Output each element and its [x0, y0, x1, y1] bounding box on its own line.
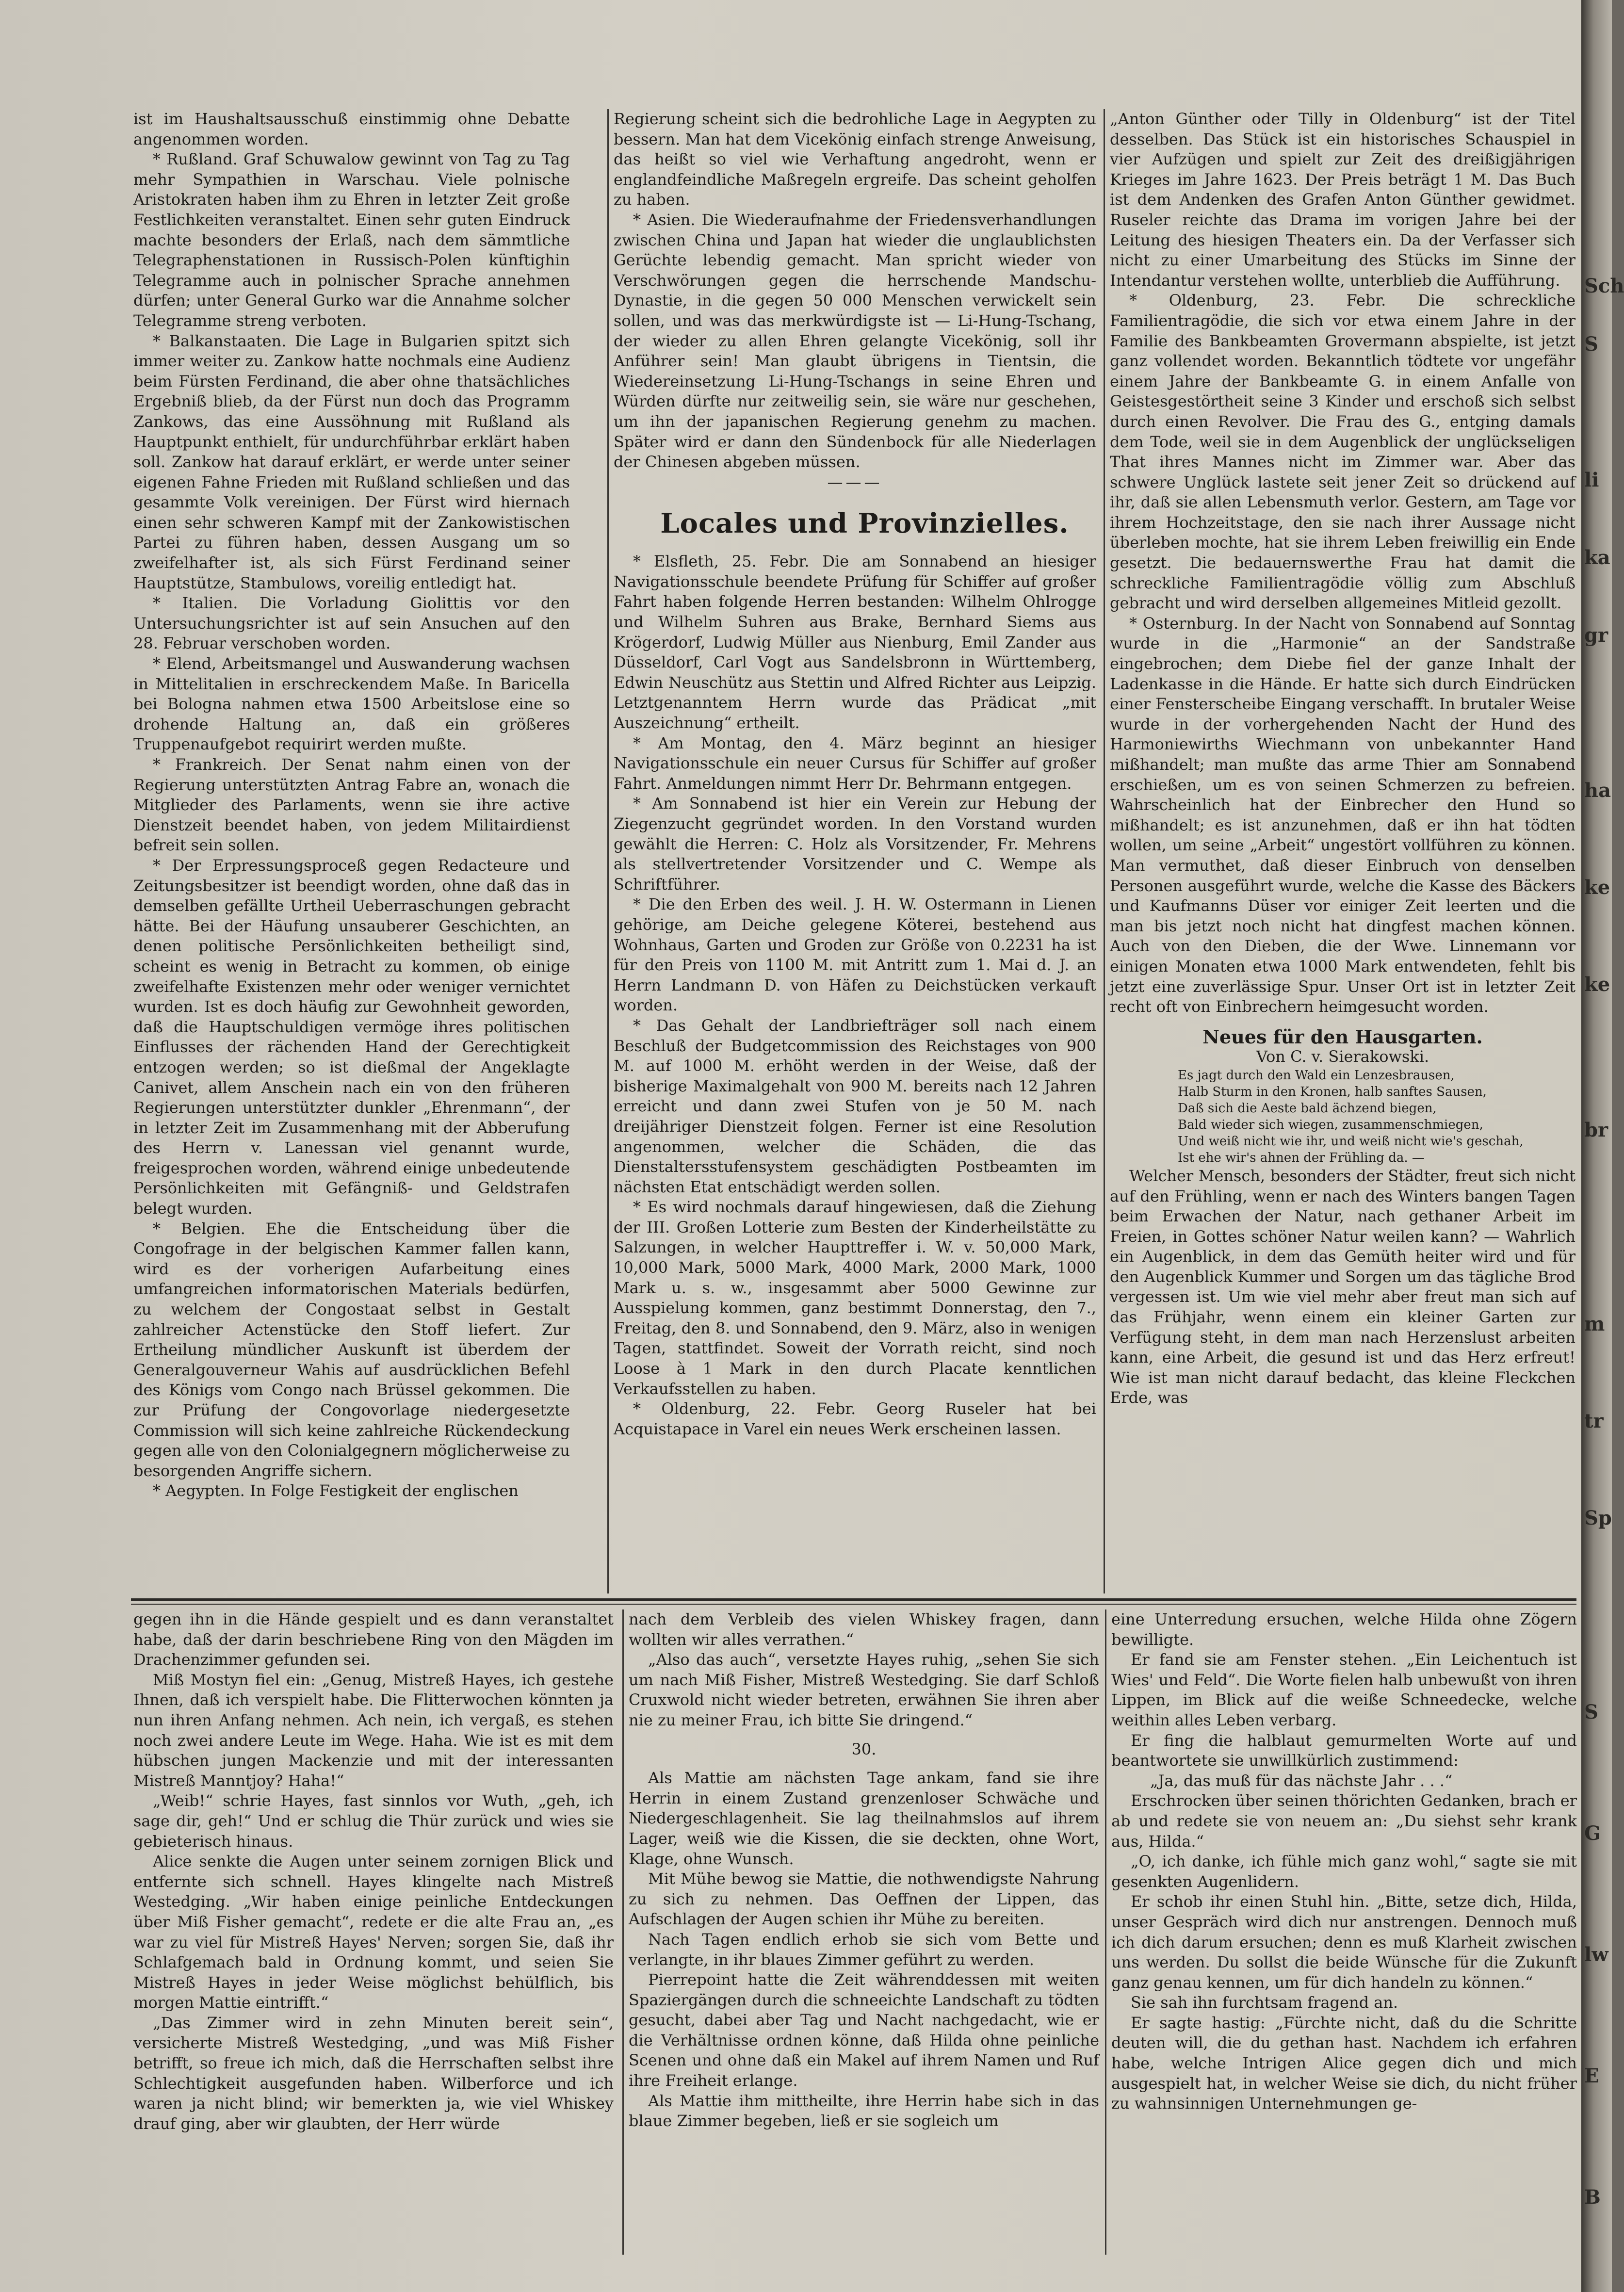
paragraph: ist im Haushaltsausschuß einstimmig ohne Debatte angenommen worden.: [133, 110, 570, 148]
bleed-text: ha: [1584, 779, 1611, 802]
paragraph: * Aegypten. In Folge Festigkeit der englischen: [153, 1481, 519, 1500]
article-heading: Neues für den Hausgarten.: [1202, 1025, 1483, 1048]
paragraph: Alice senkte die Augen unter seinem zornigen Blick und entfernte sich schnell. Hayes klingelte nach Mistreß Westedging. „Wir haben einige peinliche Entdeckungen über Miß Fisher gemacht“, redete er die alte Frau an, „es war zu viel für Mistreß Hayes' Nerven; sorgen Sie, daß ihr Schlafgemach bald in Ordnung kommt, und seien Sie Mistreß Hayes in jeder Weise möglichst behülflich, bis morgen Mattie eintrifft.“: [133, 1852, 614, 2012]
bleed-text: m: [1584, 1313, 1605, 1335]
bleed-text: G: [1584, 1822, 1601, 1845]
paragraph: * Frankreich. Der Senat nahm einen von der Regierung unterstützten Antrag Fabre an, wonach die Mitglieder des Parlaments, wenn sie ihre active Dienstzeit beendet haben, von jedem Militairdienst befreit sein sollen.: [133, 755, 570, 855]
section-divider: [131, 1598, 1576, 1601]
paragraph: * Rußland. Graf Schuwalow gewinnt von Tag zu Tag mehr Sympathien in Warschau. Viele polnische Aristokraten haben ihm zu Ehren in letzter Zeit große Festlichkeiten veranstaltet. Einen sehr guten Eindruck machte besonders der Erlaß, nach dem sämmtliche Telegraphenstationen in Russisch-Polen künftighin Telegramme auch in polnischer Sprache annehmen dürfen; unter General Gurko war die Annahme solcher Telegramme streng verboten.: [133, 150, 570, 330]
paragraph: gegen ihn in die Hände gespielt und es dann veranstaltet habe, daß der darin beschriebene Ring von den Mägden im Drachenzimmer gefunden sei.: [133, 1610, 614, 1669]
paragraph: „Das Zimmer wird in zehn Minuten bereit sein“, versicherte Mistreß Westedging, „und was Miß Fisher betrifft, so freue ich mich, daß die Herrschaften selbst ihre Schlechtigkeit ausgefunden haben. Wilberforce und ich waren ja nicht blind; wir bemerkten ja, wie viel Whiskey drauf ging, aber wir glaubten, der Herr würde: [133, 2013, 614, 2133]
paragraph: * Oldenburg, 23. Febr. Die schreckliche Familientragödie, die sich vor etwa einem Jahre in der Familie des Bankbeamten Grovermann abspielte, ist jetzt ganz vollendet worden. Bekanntlich tödtete vor ungefähr einem Jahre der Bankbeamte G. in einem Anfalle von Geistesgestörtheit seine 3 Kinder und erschoß sich selbst durch einen Revolver. Die Frau des G., entging damals dem Tode, weil sie in dem Augenblick der unglückseligen That ihres Mannes nicht im Zimmer war. Aber das schwere Unglück lastete seit jener Zeit so drückend auf ihr, daß sie allen Lebensmuth verlor. Gestern, am Tage vor ihrem Hochzeitstage, den sie nach ihrer Aussage nicht überleben mochte, hat sie ihrem Leben freiwillig ein Ende gesetzt. Die bedauernswerthe Frau hat damit die schreckliche Familientragödie völlig zum Abschluß gebracht und wird derselben allgemeines Mitleid gezollt.: [1110, 291, 1575, 613]
bleed-text: lw: [1584, 1943, 1608, 1966]
paragraph: * Oldenburg, 22. Febr. Georg Ruseler hat bei Acquistapace in Varel ein neues Werk erscheinen lassen.: [614, 1399, 1096, 1438]
separator: ———: [827, 472, 883, 491]
paragraph: * Elsfleth, 25. Febr. Die am Sonnabend an hiesiger Navigationsschule beendete Prüfung für Schiffer auf großer Fahrt haben folgende Herren bestanden: Wilhelm Ohlrogge und Wilhelm Suhren aus Brake, Bernhard Siems aus Krögerdorf, Ludwig Müller aus Nienburg, Emil Zander aus Düsseldorf, Carl Vogt aus Sandelsbronn in Württemberg, Edwin Neuschütz aus Stettin und Alfred Richter aus Leipzig. Letztgenanntem Herrn wurde das Prädicat „mit Auszeichnung“ ertheilt.: [614, 552, 1096, 732]
bottom-left-column: [133, 1609, 614, 2134]
top-left-column: [133, 109, 570, 1501]
bleed-text: S: [1584, 1701, 1598, 1723]
bleed-text: Sch: [1584, 275, 1624, 297]
bleed-text: E: [1584, 2064, 1599, 2087]
paragraph: „Anton Günther oder Tilly in Oldenburg“ ist der Titel desselben. Das Stück ist ein historisches Schauspiel in vier Aufzügen und spielt zur Zeit des dreißigjährigen Krieges im Jahre 1623. Der Preis beträgt 1 M. Das Buch ist dem Andenken des Grafen Anton Günther gewidmet. Ruseler reichte das Drama im vorigen Jahre bei der Leitung des hiesigen Theaters ein. Da der Verfasser sich nicht zu einer Umarbeitung des Stücks im Sinne der Intendantur verstehen wollte, unterblieb die Aufführung.: [1110, 110, 1575, 290]
bottom-right-column: [1111, 1609, 1577, 2114]
column-rule: [622, 1609, 624, 2255]
paragraph: * Am Sonnabend ist hier ein Verein zur Hebung der Ziegenzucht gegründet worden. In den Vorstand wurden gewählt die Herren: C. Holz als Vorsitzender, Fr. Mehrens als stellvertretender Vorsitzender und C. Wempe als Schriftführer.: [614, 794, 1096, 894]
paragraph: „Weib!“ schrie Hayes, fast sinnlos vor Wuth, „geh, ich sage dir, geh!“ Und er schlug die Thür zurück und wies sie gebieterisch hinaus.: [133, 1791, 614, 1851]
bleed-text: gr: [1584, 624, 1608, 647]
paragraph: Pierrepoint hatte die Zeit währenddessen mit weiten Spaziergängen durch die schneeichte Landschaft zu tödten gesucht, dabei aber Tag und Nacht nachgedacht, wie er die Verhältnisse ordnen könne, daß Hilda ohne peinliche Scenen und ohne daß ein Makel auf ihrem Namen und Ruf ihre Freiheit erlange.: [629, 1970, 1099, 2090]
paragraph: * Balkanstaaten. Die Lage in Bulgarien spitzt sich immer weiter zu. Zankow hatte nochmals eine Audienz beim Fürsten Ferdinand, die aber ohne thatsächliches Ergebniß blieb, da der Fürst nun doch das Programm Zankows, das eine Aussöhnung mit Rußland als Hauptpunkt enthielt, für undurchführbar erklärt haben soll. Zankow hat darauf erklärt, er werde unter seiner eigenen Fahne Frieden mit Rußland schließen und das gesammte Volk vereinigen. Der Fürst wird hiernach einen sehr schweren Kampf mit der Zankowistischen Partei zu führen haben, dessen Ausgang um so zweifelhafter ist, als sich Fürst Ferdinand seiner Hauptstütze, Stambulows, voreilig entledigt hat.: [133, 331, 570, 592]
paragraph: * Belgien. Ehe die Entscheidung über die Congofrage in der belgischen Kammer fallen kann, wird es der vorherigen Aufarbeitung eines umfangreichen informatorischen Materials bedürfen, zu welchem der Congostaat selbst in Gestalt zahlreicher Actenstücke den Stoff liefert. Zur Ertheilung mündlicher Auskunft ist überdem der Generalgouverneur Wahis auf ausdrücklichen Befehl des Königs vom Congo nach Brüssel gekommen. Die zur Prüfung der Congovorlage niedergesetzte Commission will sich keine zahlreiche Rückendeckung gegen alle von den Colonialgegnern möglicherweise zu besorgenden Angriffe sichern.: [133, 1219, 570, 1480]
paragraph: Als Mattie ihm mittheilte, ihre Herrin habe sich in das blaue Zimmer begeben, ließ er sie sogleich um: [629, 2091, 1099, 2130]
paragraph: * Elend, Arbeitsmangel und Auswanderung wachsen in Mittelitalien in erschreckendem Maße. In Baricella bei Bologna nahmen etwa 1500 Arbeitslose eine so drohende Haltung an, daß ein größeres Truppenaufgebot requirirt werden mußte.: [133, 654, 570, 754]
poem-line: Ist ehe wir's ahnen der Frühling da. —: [1178, 1150, 1425, 1165]
poem-line: Bald wieder sich wiegen, zusammenschmiegen,: [1178, 1117, 1483, 1132]
byline: Von C. v. Sierakowski.: [1256, 1047, 1429, 1066]
paragraph: „Ja, das muß für das nächste Jahr . . .“: [1150, 1771, 1453, 1790]
bleed-text: br: [1584, 1119, 1608, 1141]
paragraph: Mit Mühe bewog sie Mattie, die nothwendigste Nahrung zu sich zu nehmen. Das Oeffnen der Lippen, das Aufschlagen der Augen schien ihr Mühe zu bereiten.: [629, 1869, 1099, 1929]
paragraph: Regierung scheint sich die bedrohliche Lage in Aegypten zu bessern. Man hat dem Vicekönig einfach strenge Anweisung, das heißt so viel wie Verhaftung angedroht, wenn er englandfeindliche Maßregeln ergreife. Das scheint geholfen zu haben.: [614, 110, 1096, 209]
paragraph: Als Mattie am nächsten Tage ankam, fand sie ihre Herrin in einem Zustand grenzenloser Schwäche und Niedergeschlagenheit. Sie lag theilnahmslos auf ihrem Lager, weiß wie die Kissen, die sie deckten, ohne Wort, Klage, ohne Wunsch.: [629, 1769, 1099, 1868]
paragraph: Sie sah ihn furchtsam fragend an.: [1131, 1993, 1398, 2012]
next-page-edge: [1581, 0, 1624, 2292]
section-heading: Locales und Provinzielles.: [660, 507, 1069, 540]
paragraph: Er sagte hastig: „Fürchte nicht, daß du die Schritte deuten will, die du gethan hast. Nachdem ich erfahren habe, welche Intrigen Alice gegen dich und mich ausgespielt hat, in welcher Weise sie dich, du nicht früher zu wahnsinnigen Unternehmungen ge-: [1111, 2013, 1577, 2113]
paragraph: * Asien. Die Wiederaufnahme der Friedensverhandlungen zwischen China und Japan hat wieder die unglaublichsten Gerüchte lebendig gemacht. Man spricht wieder von Verschwörungen gegen die herrschende Mandschu-Dynastie, in die gegen 50 000 Menschen verwickelt sein sollen, und was das merkwürdigste ist — Li-Hung-Tschang, der wieder zu allen Ehren gelangte Vicekönig, soll ihr Anführer sein! Man glaubt übrigens in Tientsin, die Wiedereinsetzung Li-Hung-Tschangs in seine Ehren und Würden dürfte nur zeitweilig sein, sie wäre nur geschehen, um ihn der japanischen Regierung genehm zu machen. Später wird er dann den Sündenbock für alle Niederlagen der Chinesen abgeben müssen.: [614, 210, 1096, 471]
bleed-text: ka: [1584, 546, 1610, 569]
paragraph: * Die den Erben des weil. J. H. W. Ostermann in Lienen gehörige, am Deiche gelegene Köterei, bestehend aus Wohnhaus, Garten und Groden zur Größe von 0.2231 ha ist für den Preis von 1100 M. mit Antritt zum 1. Mai d. J. an Herrn Landmann D. von Häfen zu Deichstücken verkauft worden.: [614, 895, 1096, 1015]
bleed-text: Sp: [1584, 1507, 1612, 1529]
bleed-text: B: [1584, 2186, 1601, 2209]
paragraph: * Das Gehalt der Landbriefträger soll nach einem Beschluß der Budgetcommission des Reichstages von 900 M. auf 1000 M. erhöht werden in der Weise, daß der bisherige Maximalgehalt von 900 M. bereits nach 12 Jahren erreicht und dann zwei Stufen von je 50 M. nach dreijähriger Dienstzeit folgen. Ferner ist eine Resolution angenommen, welcher die Schäden, die das Dienstaltersstufensystem geschädigten Postbeamten im nächsten Etat entschädigt werden sollen.: [614, 1016, 1096, 1196]
section-divider-thin: [131, 1604, 1576, 1605]
bleed-text: tr: [1584, 1410, 1604, 1432]
paragraph: * Es wird nochmals darauf hingewiesen, daß die Ziehung der III. Großen Lotterie zum Besten der Kinderheilstätte zu Salzungen, in welcher Haupttreffer i. W. v. 50,000 Mark, 10,000 Mark, 5000 Mark, 4000 Mark, 2000 Mark, 1000 Mark u. s. w., insgesammt aber 5000 Gewinne zur Ausspielung kommen, ganz bestimmt Donnerstag, den 7., Freitag, den 8. und Sonnabend, den 9. März, also in wenigen Tagen, stattfindet. Soweit der Vorrath reicht, sind noch Loose à 1 Mark in den durch Placate kenntlichen Verkaufsstellen zu haben.: [614, 1198, 1096, 1398]
bleed-text: S: [1584, 333, 1598, 356]
paragraph: Welcher Mensch, besonders der Städter, freut sich nicht auf den Frühling, wenn er nach des Winters bangen Tagen beim Erwachen der Natur, nach gethaner Arbeit im Freien, in Gottes schöner Natur weilen kann? — Wahrlich ein Augenblick, in dem das Gemüth heiter wird und für den Augenblick Kummer und Sorgen um das tägliche Brod vergessen ist. Um wie viel mehr aber freut man sich auf das Frühjahr, wenn einem ein kleiner Garten zur Verfügung steht, in dem man nach Herzenslust arbeiten kann, eine Arbeit, die gesund ist und das Herz erfreut! Wie ist man nicht darauf bedacht, das kleine Fleckchen Erde, was: [1110, 1166, 1575, 1407]
paragraph: Er fand sie am Fenster stehen. „Ein Leichentuch ist Wies' und Feld“. Die Worte fielen halb unbewußt von ihren Lippen, im Blick auf die weiße Schneedecke, welche weithin alles Leben verbarg.: [1111, 1650, 1577, 1729]
bleed-text: li: [1584, 469, 1599, 491]
paragraph: Er fing die halblaut gemurmelten Worte auf und beantwortete sie unwillkürlich zustimmend:: [1111, 1731, 1577, 1770]
poem-line: Halb Sturm in den Kronen, halb sanftes Sausen,: [1178, 1084, 1487, 1099]
column-rule: [1104, 109, 1105, 1593]
poem-line: Daß sich die Aeste bald ächzend biegen,: [1178, 1101, 1437, 1116]
column-rule: [1105, 1609, 1106, 2255]
paragraph: * Am Montag, den 4. März beginnt an hiesiger Navigationsschule ein neuer Cursus für Schiffer auf großer Fahrt. Anmeldungen nimmt Herr Dr. Behrmann entgegen.: [614, 733, 1096, 793]
paragraph: „O, ich danke, ich fühle mich ganz wohl,“ sagte sie mit gesenkten Augenlidern.: [1111, 1852, 1577, 1891]
poem-line: Es jagt durch den Wald ein Lenzesbrausen,: [1178, 1068, 1455, 1083]
bleed-text: ke: [1584, 973, 1610, 996]
paragraph: * Italien. Die Vorladung Giolittis vor den Untersuchungsrichter ist auf sein Ansuchen auf den 28. Februar verschoben worden.: [133, 594, 570, 653]
chapter-number: 30.: [851, 1739, 877, 1758]
bleed-text: ke: [1584, 876, 1610, 899]
paragraph: * Der Erpressungsproceß gegen Redacteure und Zeitungsbesitzer ist beendigt worden, ohne daß das in demselben gefällte Urtheil Ueberraschungen gebracht hätte. Bei der Häufung unsauberer Geschichten, an denen politische Persönlichkeiten betheiligt sind, scheint es wenig in Betracht zu kommen, ob einige zweifelhafte Existenzen mehr oder weniger vernichtet wurden. Ist es doch häufig zur Gewohnheit geworden, daß die Hauptschuldigen vermöge ihres politischen Einflusses der rächenden Hand der Gerechtigkeit entzogen werden; so ist dießmal der Angeklagte Canivet, allem Anschein nach ein von den früheren Regierungen unterstützter dunkler „Ehrenmann“, der in letzter Zeit im Zusammenhang mit der Abberufung des Herrn v. Lanessan viel genannt wurde, freigesprochen worden, während einige unbedeutende Persönlichkeiten mit Gefängniß- und Geldstrafen belegt wurden.: [133, 856, 570, 1218]
paragraph: * Osternburg. In der Nacht von Sonnabend auf Sonntag wurde in die „Harmonie“ an der Sandstraße eingebrochen; dem Diebe fiel der ganze Inhalt der Ladenkasse in die Hände. Er hatte sich durch Eindrücken einer Fensterscheibe Eingang verschafft. In brutaler Weise wurde in der vorhergehenden Nacht der Hund des Harmoniewirths Wiechmann von unbekannter Hand mißhandelt; man mußte das arme Thier am Sonnabend erschießen, um es von seinen Schmerzen zu befreien. Wahrscheinlich hat der Einbrecher den Hund so mißhandelt; es ist anzunehmen, daß er ihn hat tödten wollen, um seine „Arbeit“ ungestört vollführen zu können. Man vermuthet, daß dieser Einbruch von denselben Personen ausgeführt wurde, welche die Kasse des Bäckers und Kaufmanns Düser vor einiger Zeit leerten und die man bis jetzt noch nicht hat dingfest machen können. Auch von den Dieben, die der Wwe. Linnemann vor einigen Monaten etwa 1000 Mark entwendeten, fehlt bis jetzt eine zuverlässige Spur. Unser Ort ist in letzter Zeit recht oft von Einbrechern heimgesucht worden.: [1110, 614, 1575, 1016]
paragraph: eine Unterredung ersuchen, welche Hilda ohne Zögern bewilligte.: [1111, 1610, 1577, 1649]
paragraph: „Also das auch“, versetzte Hayes ruhig, „sehen Sie sich um nach Miß Fisher, Mistreß Westedging. Sie darf Schloß Cruxwold nicht wieder betreten, erwähnen Sie ihren aber nie zu meiner Frau, ich bitte Sie dringend.“: [629, 1650, 1099, 1729]
poem-line: Und weiß nicht wie ihr, und weiß nicht wie's geschah,: [1178, 1134, 1524, 1149]
bottom-middle-column: [629, 1609, 1099, 2131]
paragraph: Nach Tagen endlich erhob sie sich vom Bette und verlangte, in ihr blaues Zimmer geführt zu werden.: [629, 1930, 1099, 1969]
paragraph: Er schob ihr einen Stuhl hin. „Bitte, setze dich, Hilda, unser Gespräch wird dich nur anstrengen. Dennoch muß ich dich darum ersuchen; denn es muß Klarheit zwischen uns werden. Du sollst die beide Wünsche für die Zukunft ganz genau kennen, um für dich handeln zu können.“: [1111, 1892, 1577, 1992]
paragraph: Miß Mostyn fiel ein: „Genug, Mistreß Hayes, ich gestehe Ihnen, daß ich verspielt habe. Die Flitterwochen könnten ja nun ihren Anfang nehmen. Ach nein, ich vergaß, es stehen noch zwei andere Leute im Wege. Haha. Wie ist es mit dem hübschen jungen Mackenzie und mit der interessanten Mistreß Manntjoy? Haha!“: [133, 1670, 614, 1790]
paragraph: nach dem Verbleib des vielen Whiskey fragen, dann wollten wir alles verrathen.“: [629, 1610, 1099, 1649]
column-rule: [607, 109, 609, 1593]
top-middle-column: [614, 109, 1096, 1439]
paragraph: Erschrocken über seinen thörichten Gedanken, brach er ab und redete sie von neuem an: „Du siehst sehr krank aus, Hilda.“: [1111, 1791, 1577, 1851]
top-right-column: [1110, 109, 1575, 1408]
